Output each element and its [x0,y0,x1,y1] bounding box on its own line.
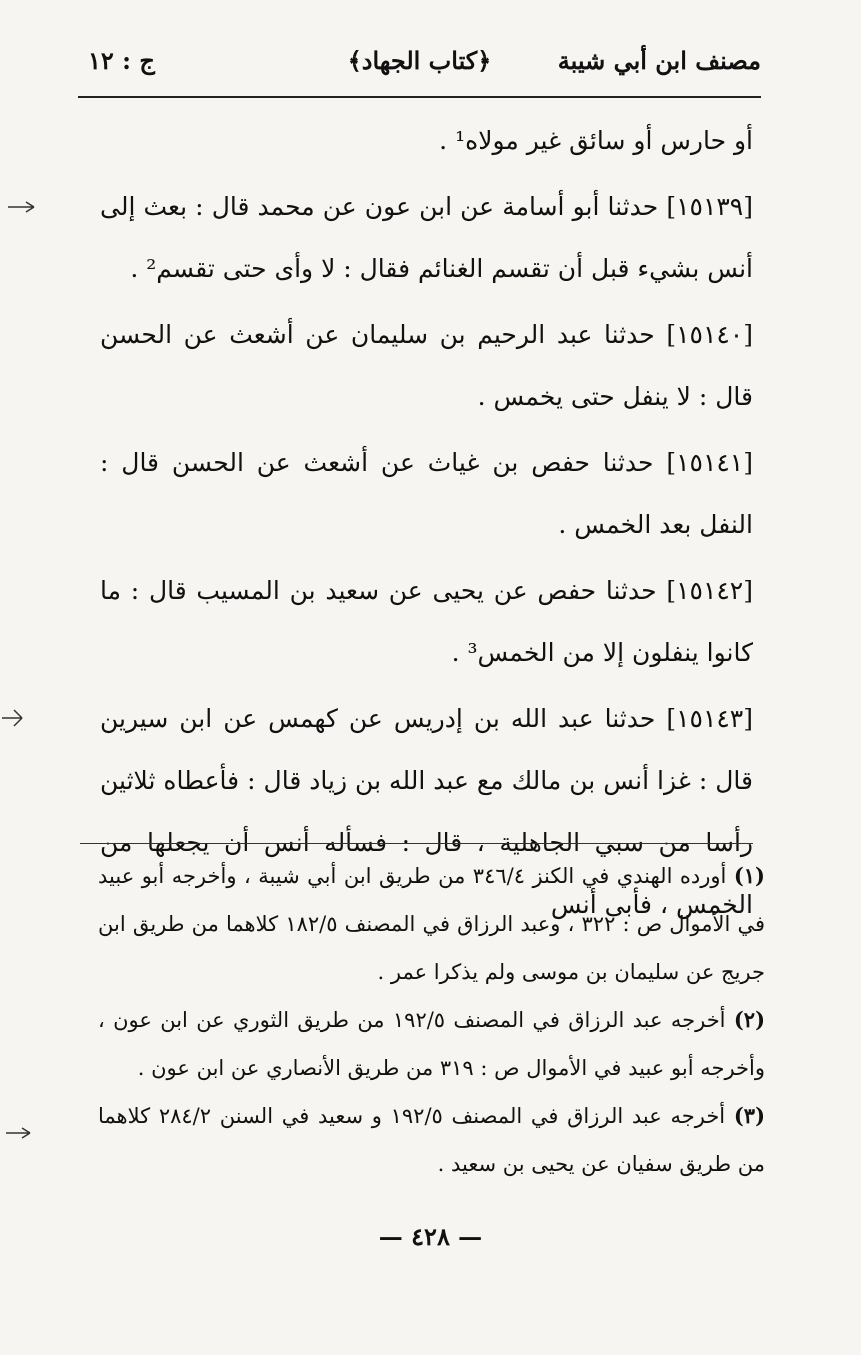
page-number: — ٤٢٨ — [378,1222,483,1251]
volume-label: ج : ١٢ [88,46,155,75]
footnote-1 [98,852,765,996]
footnote-text: أخرجه عبد الرزاق في المصنف ١٩٢/٥ من طريق الثوري عن ابن عون ، وأخرجه أبو عبيد في الأموال ص : ٣١٩ من طريق الأنصاري عن ابن عون . [98,1008,765,1080]
footnote-divider [80,843,753,844]
footnote-2 [98,996,765,1092]
section-title: ﴿كتاب الجهاد﴾ [347,46,492,75]
header-divider [78,96,761,98]
book-title: مصنف ابن أبي شيبة [557,46,761,75]
footnote-text: أخرجه عبد الرزاق في المصنف ١٩٢/٥ و سعيد في السنن ٢٨٤/٢ كلاهما من طريق سفيان عن يحيى بن سعيد . [98,1104,765,1176]
hadith-15140: [١٥١٤٠] حدثنا عبد الرحيم بن سليمان عن أشعث عن الحسن قال : لا ينفل حتى يخمس . [100,320,753,411]
hadith-15142: [١٥١٤٢] حدثنا حفص عن يحيى عن سعيد بن المسيب قال : ما كانوا ينفلون إلا من الخمس³ . [100,576,753,667]
page-header [78,38,761,90]
hadith-15141: [١٥١٤١] حدثنا حفص بن غياث عن أشعث عن الحسن قال : النفل بعد الخمس . [100,448,753,539]
footnote-label: (٣) [733,1103,765,1128]
footnote-label: (٢) [733,1007,765,1032]
footnote-text: أورده الهندي في الكنز ٣٤٦/٤ من طريق ابن أبي شيبة ، وأخرجه أبو عبيد في الأموال ص : ٣٢٢ ، وعبد الرزاق في المصنف ١٨٢/٥ كلاهما من طريق ابن جريج عن سليمان بن موسى ولم يذكرا عمر . [98,864,765,984]
footnote-3 [98,1092,765,1188]
footnotes [98,852,765,1188]
margin-arrow-icon [8,200,30,210]
main-text [100,110,753,936]
margin-arrow-icon [6,1126,28,1136]
margin-arrow-icon [2,708,24,718]
footnote-label: (١) [733,863,765,888]
hadith-15139: [١٥١٣٩] حدثنا أبو أسامة عن ابن عون عن محمد قال : بعث إلى أنس بشيء قبل أن تقسم الغنائم فقال : لا وأى حتى تقسم² . [100,192,753,283]
hadith-15143: [١٥١٤٣] حدثنا عبد الله بن إدريس عن كهمس عن ابن سيرين قال : غزا أنس بن مالك مع عبد الله بن زياد قال : فأعطاه ثلاثين رأسا من سبي الجاهلية ، قال : فسأله أنس أن يجعلها من الخمس ، فأبى أنس [100,704,753,919]
paragraph: أو حارس أو سائق غير مولاه¹ . [439,126,753,155]
